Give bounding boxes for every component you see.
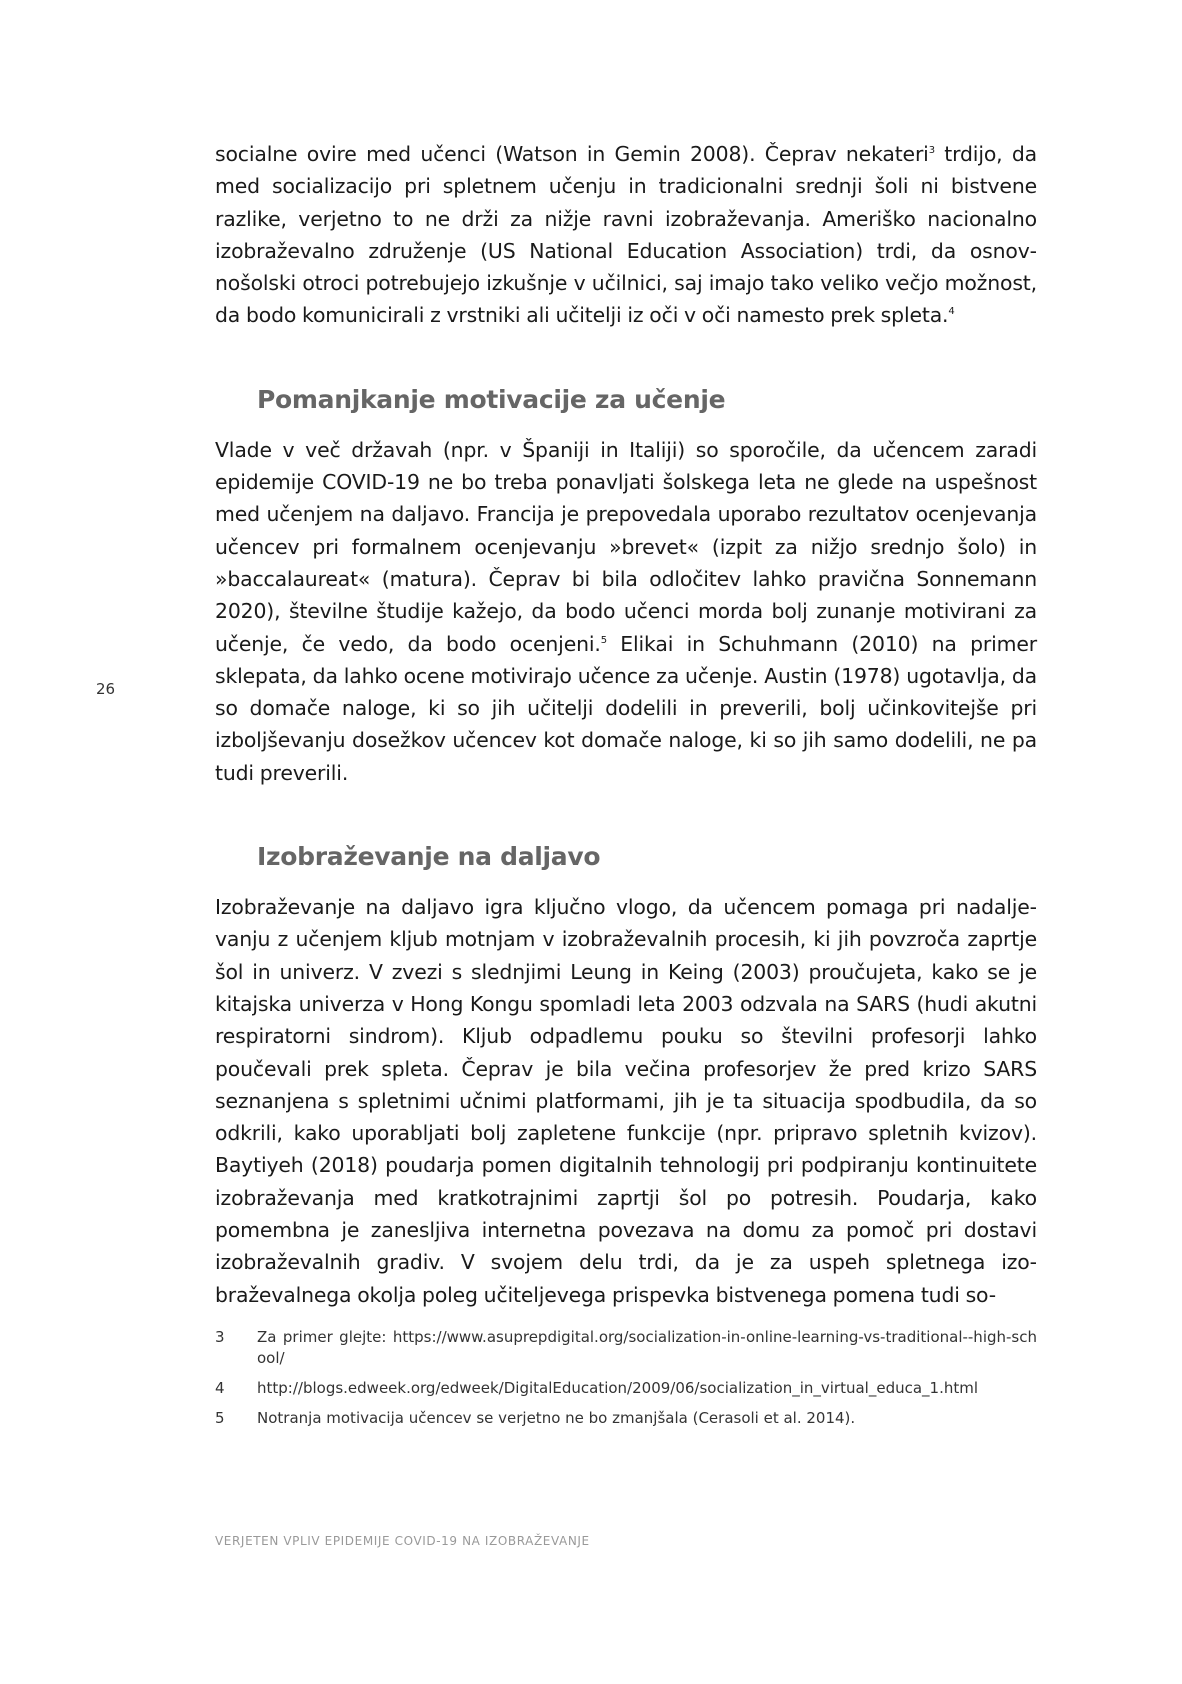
footnote-number: 3	[215, 1327, 225, 1346]
paragraph-1-text: socialne ovire med učenci (Watson in Gemin 2008). Čeprav nekateri	[215, 142, 929, 166]
footnote-ref-5[interactable]: 5	[600, 634, 607, 646]
paragraph-1-text-cont: trdijo, da med socializacijo pri spletnem učenju in tradicionalni srednji šoli ni bistvene razlike, verjetno to ne drži za nižje ravni izobraževanja. Ameriško nacionalno izobraževalno združenje (US National Education Association) trdi, da osnovnošolski otroci potrebujejo izkušnje v učilnici, saj imajo tako veliko večjo možnost, da bodo komunicirali z vrstniki ali učitelji iz oči v oči namesto prek spleta.	[215, 142, 1037, 328]
footnote-text[interactable]: Za primer glejte: https://www.asuprepdigital.org/socialization-in-online-learning-vs-traditional--high-school/	[257, 1327, 1037, 1367]
footnote-5	[215, 1408, 1037, 1429]
footnote-3	[215, 1327, 1037, 1369]
text-column	[215, 138, 1037, 1438]
paragraph-1	[215, 138, 1037, 332]
section-heading-motivation: Pomanjkanje motivacije za učenje	[257, 384, 726, 414]
footnote-number: 5	[215, 1408, 225, 1427]
footnote-text: Notranja motivacija učencev se verjetno ne bo zmanjšala (Cerasoli et al. 2014).	[257, 1408, 856, 1427]
page-number: 26	[96, 680, 116, 698]
footnotes	[215, 1327, 1037, 1429]
paragraph-2-text-cont: Elikai in Schuhmann (2010) na primer sklepata, da lahko ocene motivirajo učence za učenje. Austin (1978) ugotavlja, da so domače naloge, ki so jih učitelji dodelili in preverili, bolj učinkovitejše pri izboljševanju dosežkov učencev kot domače naloge, ki so jih samo dodelili, ne pa tudi preverili.	[215, 631, 1037, 785]
footnote-number: 4	[215, 1378, 225, 1397]
paragraph-2	[215, 434, 1037, 789]
running-footer: VERJETEN VPLIV EPIDEMIJE COVID-19 NA IZOBRAŽEVANJE	[215, 1534, 590, 1548]
footnote-ref-4[interactable]: 4	[948, 306, 955, 318]
footnote-text[interactable]: http://blogs.edweek.org/edweek/DigitalEducation/2009/06/socialization_in_virtual_educa_1.html	[257, 1378, 979, 1397]
footnote-4	[215, 1378, 1037, 1399]
footnote-ref-3[interactable]: 3	[928, 145, 935, 156]
paragraph-2-text: Vlade v več državah (npr. v Španiji in Italiji) so sporočile, da učencem zaradi epidemije COVID-19 ne bo treba ponavljati šolskega leta ne glede na uspešnost med učenjem na daljavo. Francija je prepovedala uporabo rezultatov ocenjevanja učencev pri formalnem ocenjevanju »brevet« (izpit za nižjo srednjo šolo) in »baccalaureat« (matura). Čeprav bi bila odločitev lahko pravična Sonnemann 2020), številne študije kažejo, da bodo učenci morda bolj zunanje motivirani za učenje, če vedo, da bodo ocenjeni.	[215, 437, 1037, 656]
paragraph-3: Izobraževanje na daljavo igra ključno vlogo, da učencem pomaga pri nadaljevanju z učenjem kljub motnjam v izobraževalnih procesih, ki jih povzroča zaprtje šol in univerz. V zvezi s slednjimi Leung in Keing (2003) proučujeta, kako se je kitajska univerza v Hong Kongu spomladi leta 2003 odzvala na SARS (hudi akutni respiratorni sindrom). Kljub odpadlemu pouku so številni profesorji lahko poučevali prek spleta. Čeprav je bila večina profesorjev že pred krizo SARS seznanjena s spletnimi učnimi platformami, jih je ta situacija spodbudila, da so odkrili, kako uporabljati bolj zapletene funkcije (npr. pripravo spletnih kvizov). Baytiyeh (2018) poudarja pomen digitalnih tehnologij pri podpiranju kontinuitete izobraževanja med kratkotrajnimi zaprtji šol po potresih. Poudarja, kako pomembna je zanesljiva internetna povezava na domu za pomoč pri dostavi izobraževalnih gradiv. V svojem delu trdi, da je za uspeh spletnega izobraževalnega okolja poleg učiteljevega prispevka bistvenega pomena tudi so-	[215, 895, 1037, 1307]
section-heading-distance-learning: Izobraževanje na daljavo	[257, 842, 601, 872]
